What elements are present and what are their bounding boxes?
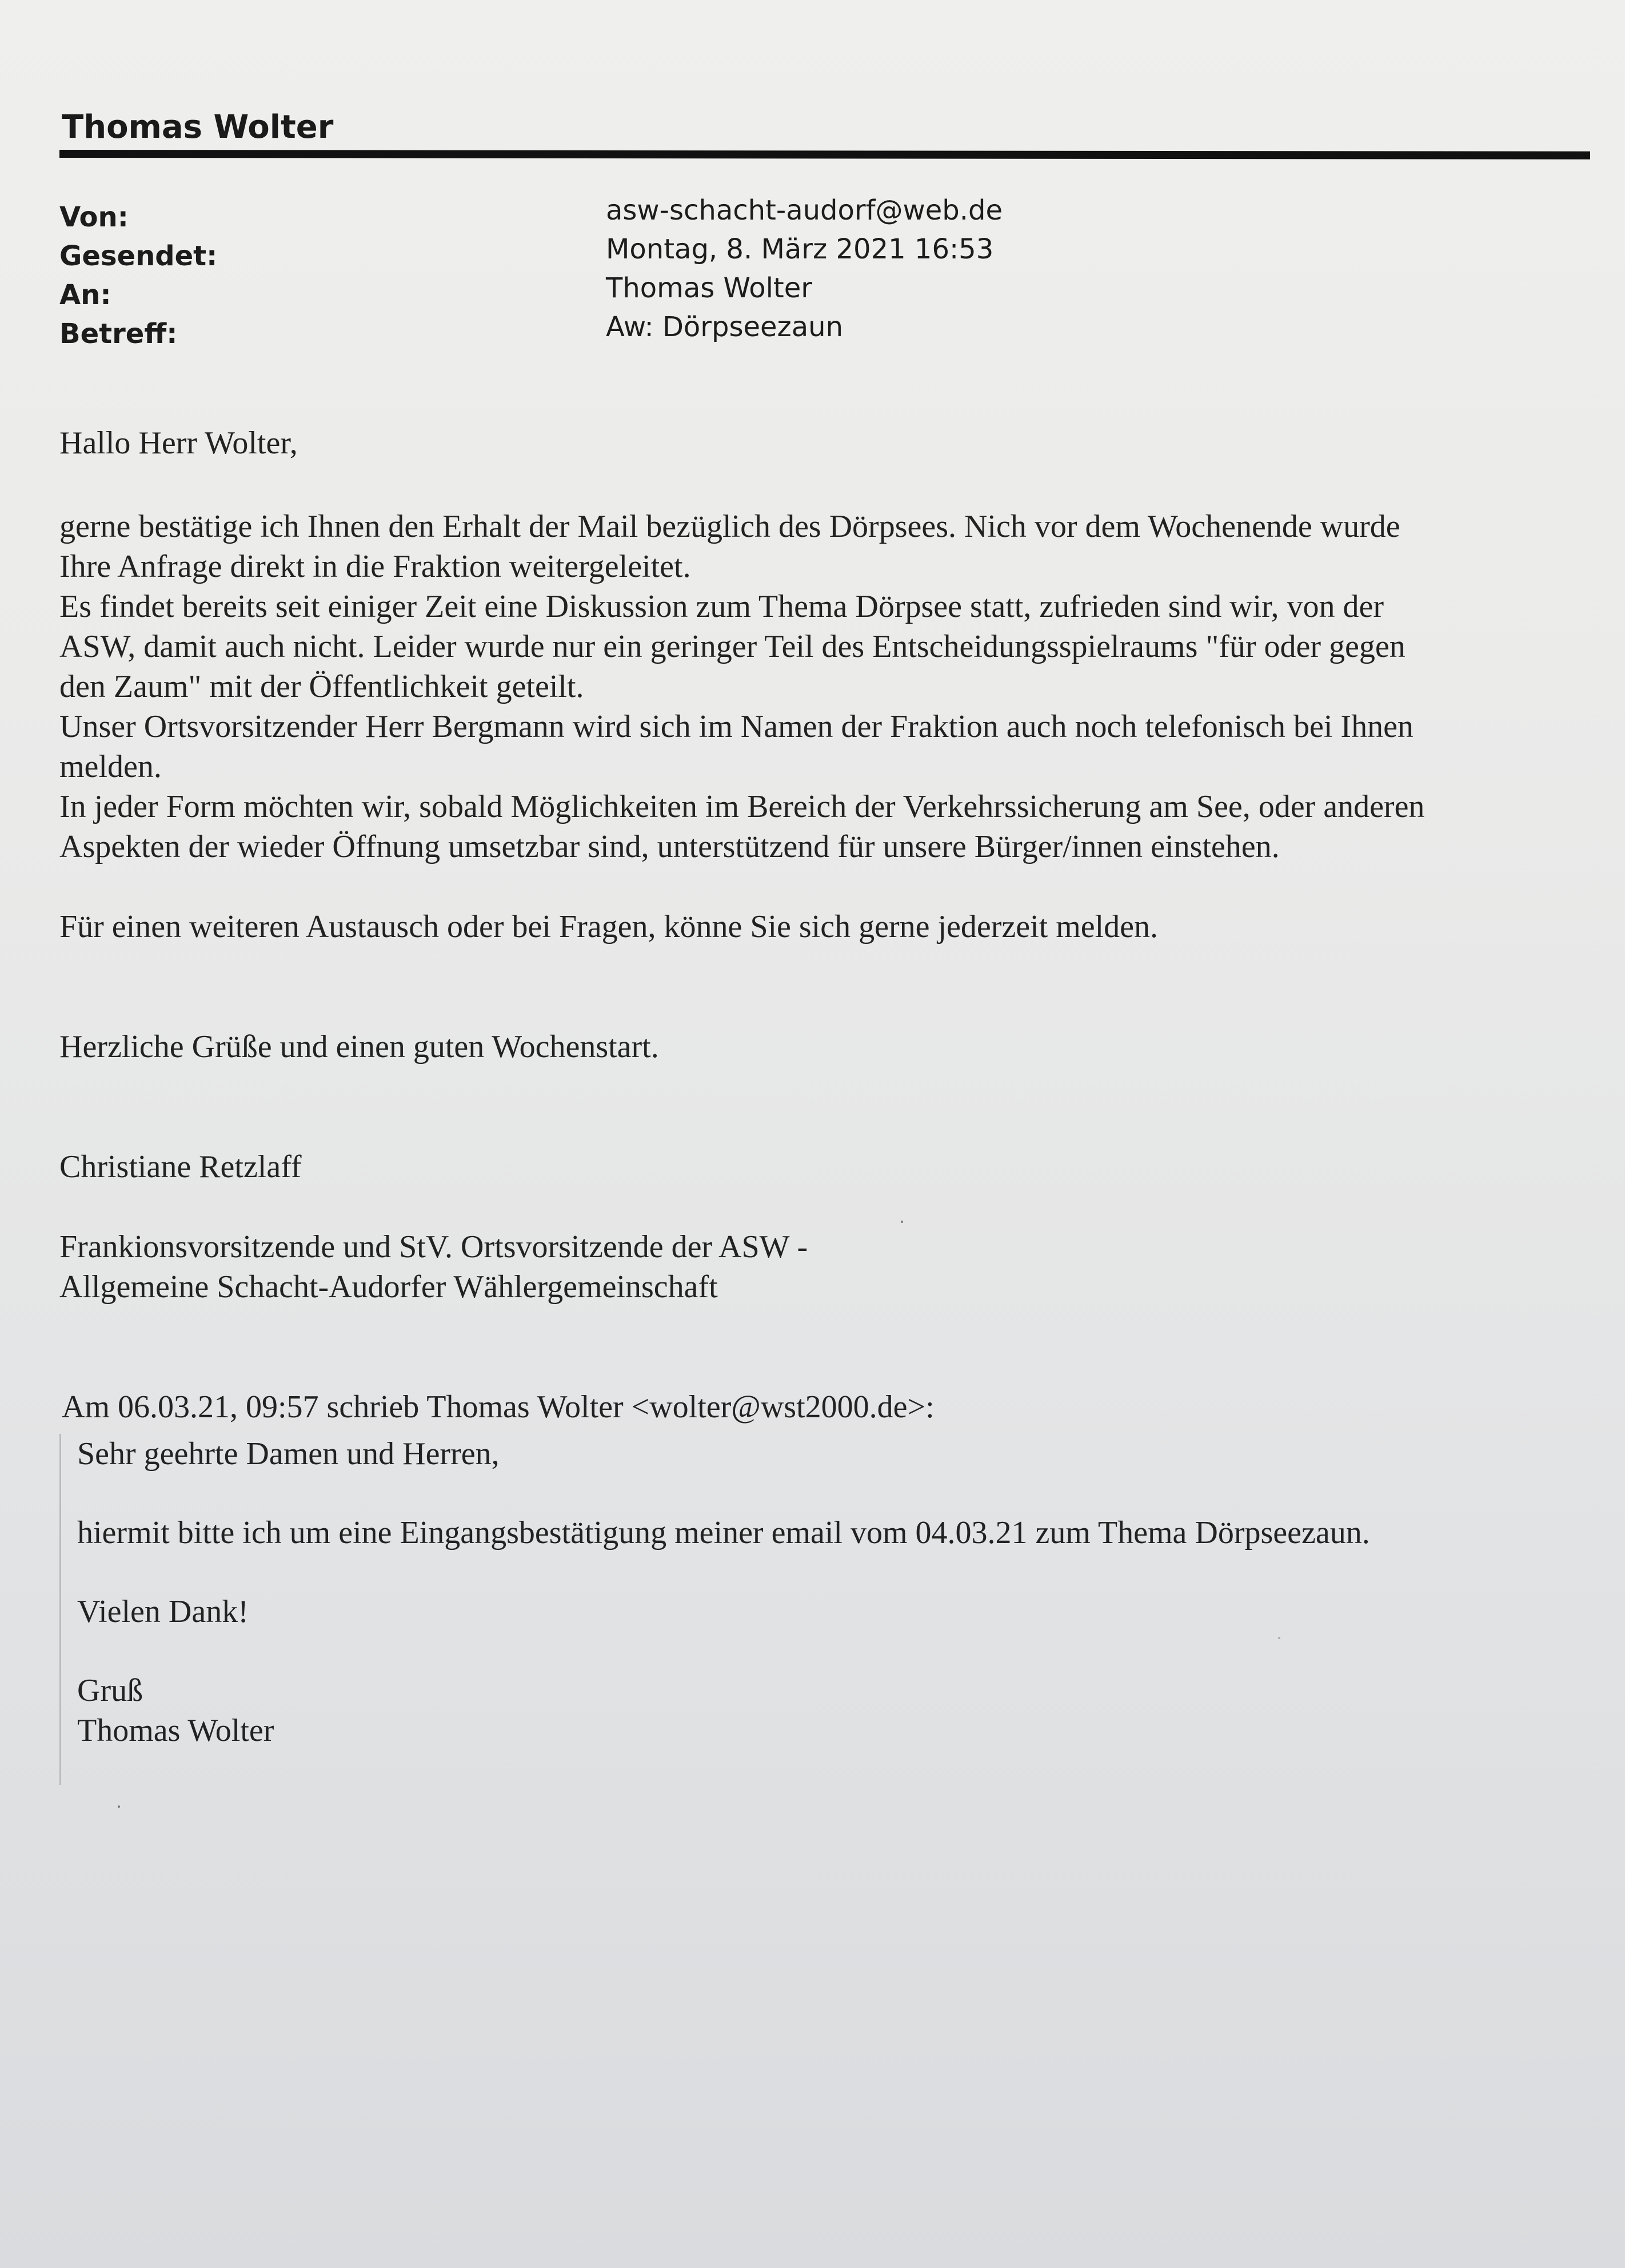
body-line: In jeder Form möchten wir, sobald Möglichkeiten im Bereich der Verkehrssicherung am See, oder anderen [59,789,1425,824]
body-line: melden. [59,749,162,784]
email-meta [59,194,1546,350]
paper-speck [901,1221,903,1223]
email-body [59,423,1568,1785]
sent-label: Gesendet: [59,240,218,272]
spacer [59,947,1568,1027]
quote-attribution: Am 06.03.21, 09:57 schrieb Thomas Wolter <wolter@wst2000.de>: [62,1389,935,1425]
paper-speck [1278,1637,1280,1639]
body-line: den Zaum" mit der Öffentlichkeit geteilt. [59,669,584,704]
body-line: gerne bestätige ich Ihnen den Erhalt der Mail bezüglich des Dörpsees. Nich vor dem Wochenende wurde [59,509,1400,544]
quoted-name: Thomas Wolter [77,1713,274,1748]
signature-role-line-2: Allgemeine Schacht-Audorfer Wählergemeinschaft [59,1269,718,1305]
body-line: Unser Ortsvorsitzender Herr Bergmann wird sich im Namen der Fraktion auch noch telefonisch bei Ihnen [59,709,1414,744]
to-value: Thomas Wolter [606,272,812,304]
spacer [77,1474,1568,1513]
further-contact-line: Für einen weiteren Austausch oder bei Fragen, könne Sie sich gerne jederzeit melden. [59,909,1159,944]
subject-label: Betreff: [59,318,178,350]
spacer [59,1067,1568,1147]
spacer [59,1187,1568,1227]
body-line: Aspekten der wieder Öffnung umsetzbar sind, unterstützend für unsere Bürger/innen einstehen. [59,829,1280,864]
body-line: Ihre Anfrage direkt in die Fraktion weitergeleitet. [59,549,691,584]
signature-role-line-1: Frankionsvorsitzende und StV. Ortsvorsitzende der ASW - [59,1229,808,1265]
main-paragraph [59,507,1568,867]
from-value: asw-schacht-audorf@web.de [606,194,1003,226]
sent-value: Montag, 8. März 2021 16:53 [606,233,994,265]
meta-sent-row [59,233,1546,272]
print-header-name: Thomas Wolter [62,109,334,146]
meta-from-row [59,194,1546,233]
quoted-request: hiermit bitte ich um eine Eingangsbestätigung meiner email vom 04.03.21 zum Thema Dörpseezaun. [77,1515,1370,1550]
signature-name: Christiane Retzlaff [59,1149,302,1185]
header-rule [59,150,1590,160]
meta-subject-row [59,311,1546,350]
to-label: An: [59,279,111,311]
greeting: Hallo Herr Wolter, [59,425,298,461]
meta-to-row [59,272,1546,311]
subject-value: Aw: Dörpseezaun [606,311,844,343]
quoted-salutation: Sehr geehrte Damen und Herren, [77,1436,500,1472]
spacer [77,1632,1568,1671]
from-label: Von: [59,201,129,233]
quoted-message [59,1434,1568,1785]
closing-line: Herzliche Grüße und einen guten Wochenstart. [59,1029,659,1065]
paper-speck [118,1805,120,1808]
spacer [59,1307,1568,1387]
body-line: ASW, damit auch nicht. Leider wurde nur ein geringer Teil des Entscheidungsspielraums "für oder gegen [59,629,1406,664]
quoted-thanks: Vielen Dank! [77,1594,249,1629]
spacer [77,1553,1568,1592]
body-line: Es findet bereits seit einiger Zeit eine Diskussion zum Thema Dörpsee statt, zufrieden sind wir, von der [59,589,1384,624]
quoted-greeting: Gruß [77,1673,143,1708]
